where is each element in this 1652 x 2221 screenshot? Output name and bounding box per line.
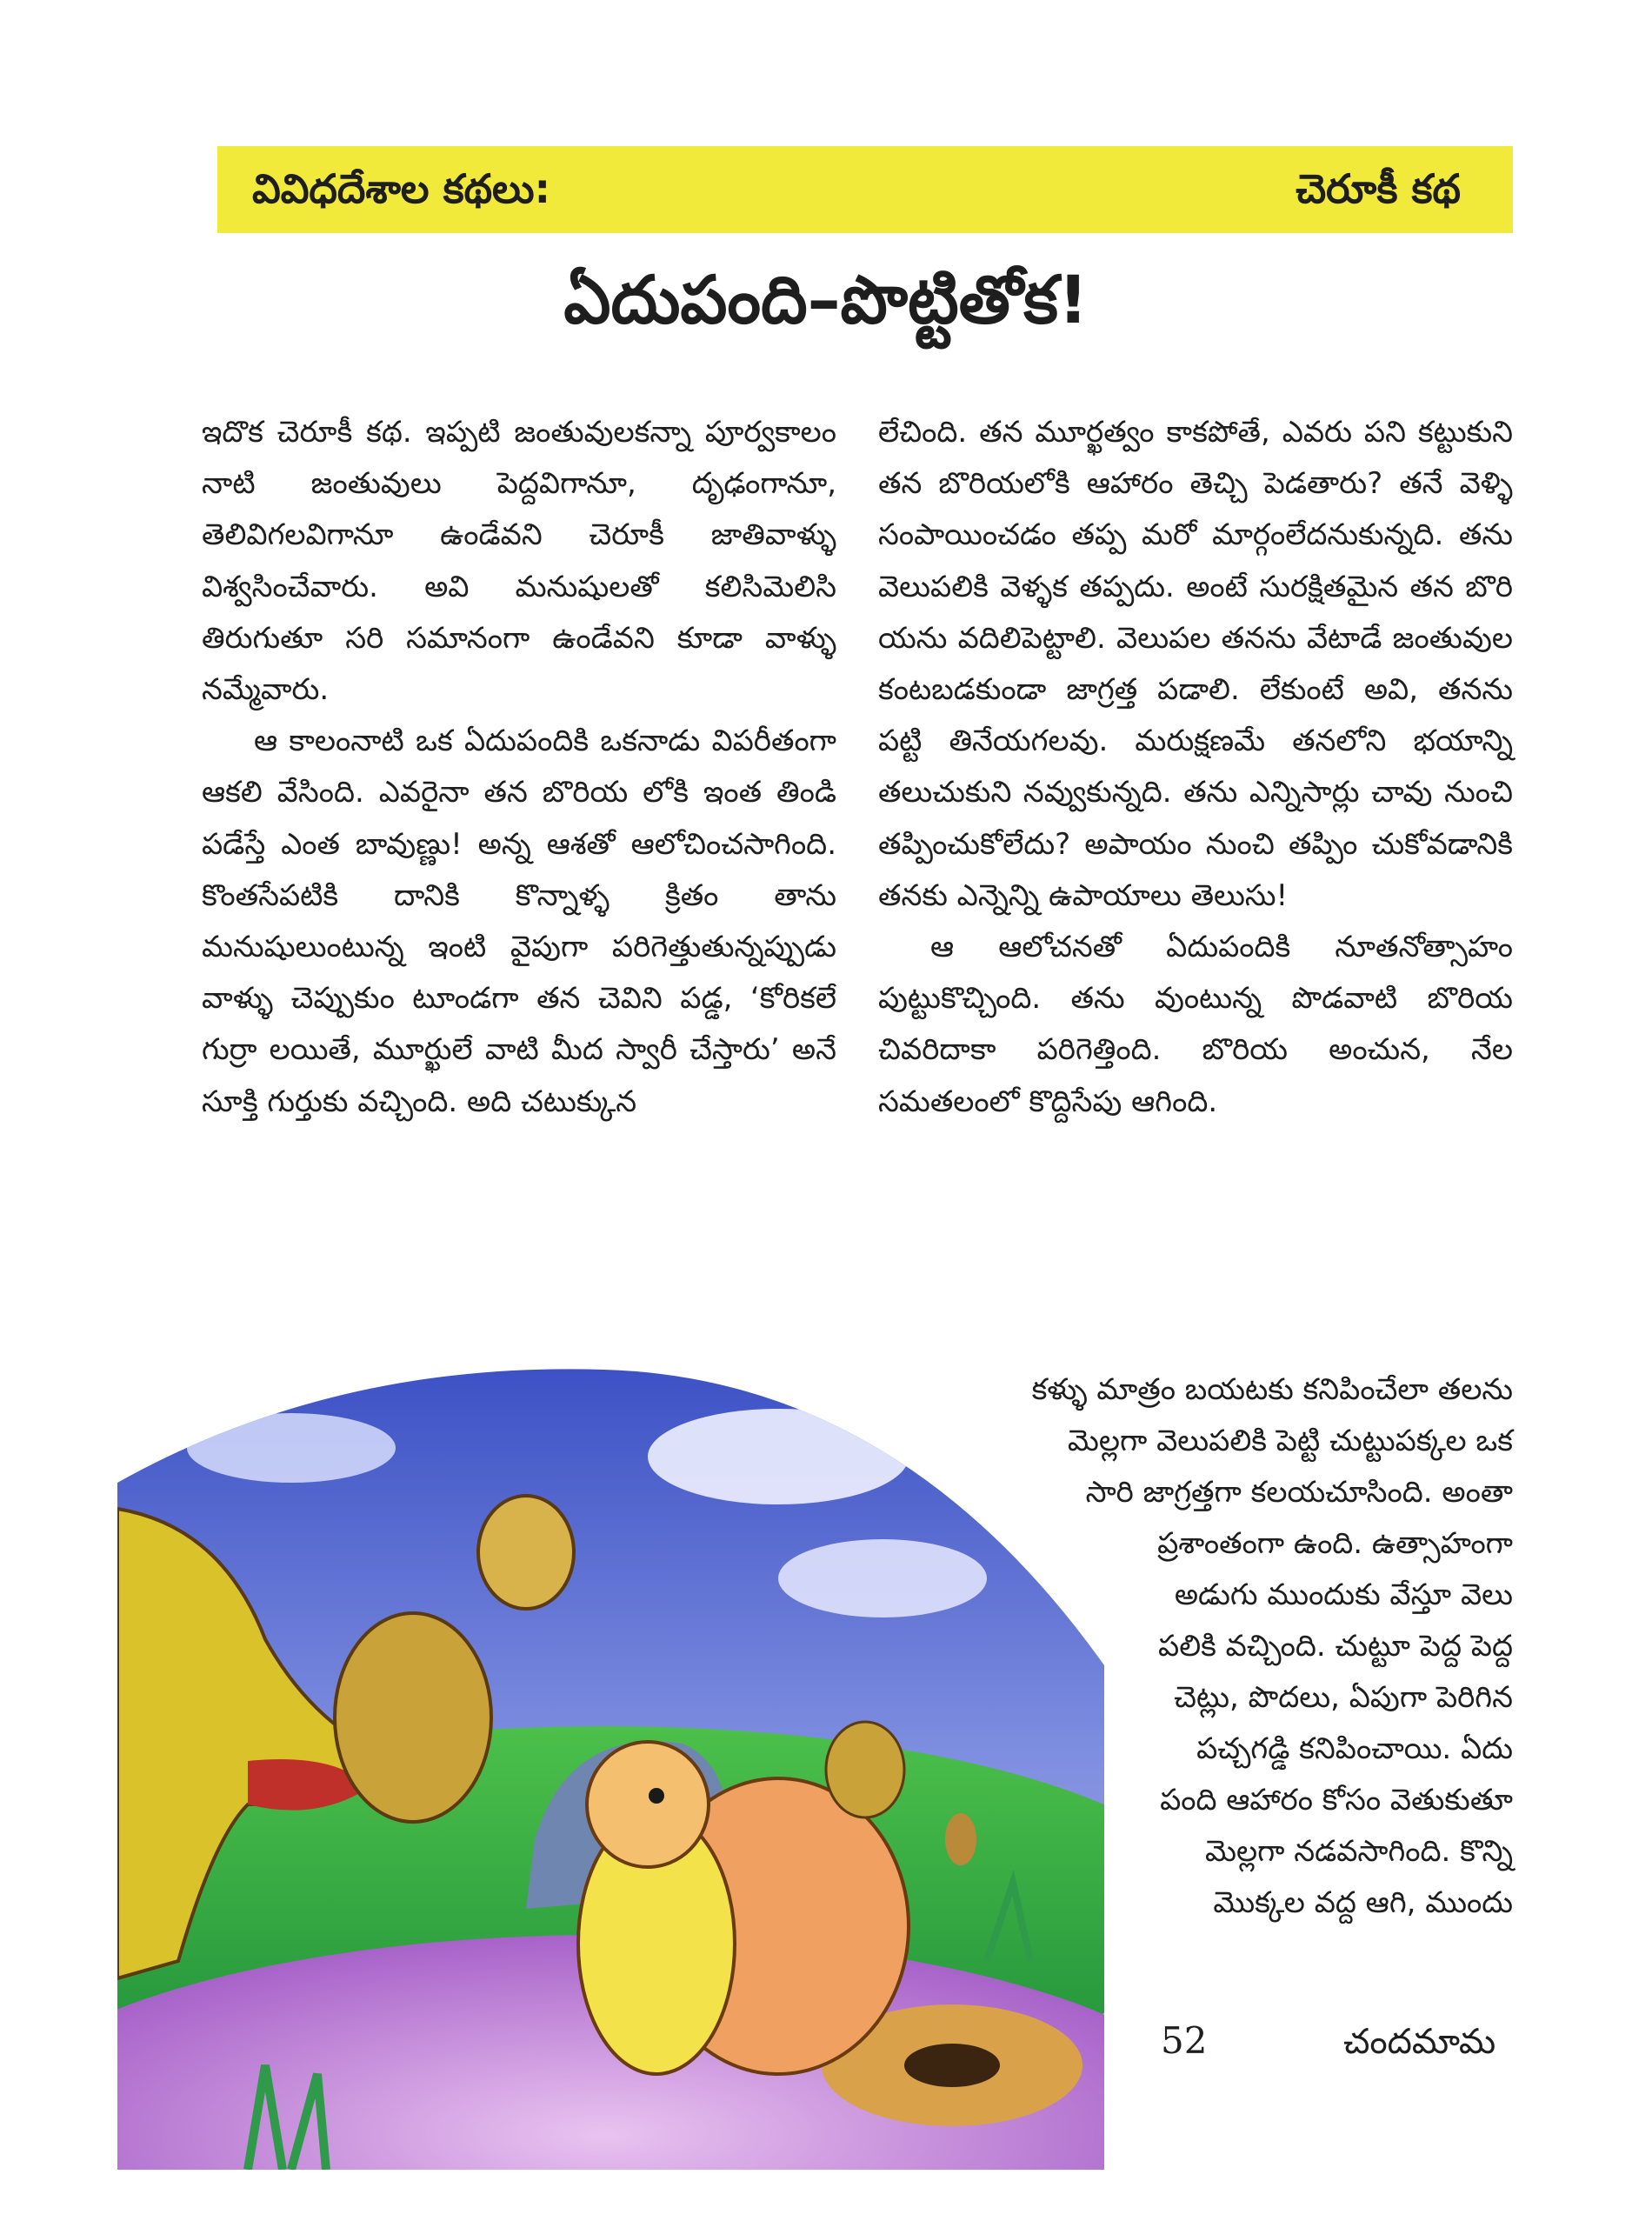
cloud-shape xyxy=(778,1539,987,1617)
story-title: ఏదుపంది–పొట్టితోక! xyxy=(563,261,1089,338)
jumping-animal-head xyxy=(478,1496,574,1609)
wrap-line: ప్రశాంతంగా ఉంది. ఉత్సాహంగా xyxy=(1157,1526,1513,1561)
background-animal xyxy=(826,1722,904,1817)
wrap-line: పంది ఆహారం కోసం వెతుకుతూ xyxy=(1160,1783,1513,1817)
wrap-line: పచ్చగడ్డి కనిపించాయి. ఏదు xyxy=(1196,1731,1513,1766)
porcupine-head xyxy=(587,1742,709,1867)
left-paragraph-2: ఆ కాలంనాటి ఒక ఏదుపందికి ఒకనాడు విపరీతంగా ఆకలి వేసింది. ఎవరైనా తన బొరియ లోకి ఇంత తిండి పడేస్తే ఎంత బావుణ్ణు! అన్న ఆశతో ఆలోచించసాగింది. కొంతసేపటికి దానికి కొన్నాళ్ళ క్రితం తాను మనుషులుంటున్న ఇంటి వైపుగా పరిగెత్తుతున్నప్పుడు వాళ్ళు చెప్పుకుం టూండగా తన చెవిని పడ్డ, ‘కోరికలే గుర్రా లయితే, మూర్ఖులే వాటి మీద స్వారీ చేస్తారు’ అనే సూక్తి గుర్తుకు వచ్చింది. అది చటుక్కున xyxy=(202,724,836,1119)
background-animal xyxy=(945,1813,976,1865)
story-illustration xyxy=(117,1352,1104,2170)
wrap-line: మొక్కల వద్ద ఆగి, ముందు xyxy=(1213,1885,1513,1920)
magazine-name: చందమామ xyxy=(1343,2022,1496,2062)
right-paragraph-2: ఆ ఆలోచనతో ఏదుపందికి నూతనోత్సాహం పుట్టుకొచ్చింది. తను వుంటున్న పొడవాటి బొరియ చివరిదాకా పరిగెత్తింది. బొరియ అంచున, నేల సమతలంలో కొద్దిసేపు ఆగింది. xyxy=(878,930,1513,1119)
right-paragraph-1: లేచింది. తన మూర్ఖత్వం కాకపోతే, ఎవరు పని కట్టుకుని తన బొరియలోకి ఆహారం తెచ్చి పెడతారు? తనే వెళ్ళి సంపాయించడం తప్ప మరో మార్గంలేదనుకున్నది. తను వెలుపలికి వెళ్ళక తప్పదు. అంటే సురక్షితమైన తన బొరి యను వదిలిపెట్టాలి. వెలుపల తనను వేటాడే జంతువుల కంటబడకుండా జాగ్రత్త పడాలి. లేకుంటే అవి, తనను పట్టి తినేయగలవు. మరుక్షణమే తనలోని భయాన్ని తలుచుకుని నవ్వుకున్నది. తను ఎన్నిసార్లు చావు నుంచి తప్పించుకోలేదు? అపాయం నుంచి తప్పిం చుకోవడానికి తనకు ఎన్నెన్ని ఉపాయాలు తెలుసు! xyxy=(878,415,1513,913)
porcupine-eye xyxy=(649,1788,664,1804)
section-banner xyxy=(217,146,1513,233)
wrap-line: మెల్లగా నడవసాగింది. కొన్ని xyxy=(1205,1834,1513,1869)
left-column xyxy=(202,407,836,1128)
wrap-line: కళ్ళు మాత్రం బయటకు కనిపించేలా తలను xyxy=(1031,1372,1513,1407)
story-type-label: చెరూకీ కథ xyxy=(1296,165,1461,212)
left-paragraph-1: ఇదొక చెరూకీ కథ. ఇప్పటి జంతువులకన్నా పూర్వకాలం నాటి జంతువులు పెద్దవిగానూ, దృఢంగానూ, తెలివిగలవిగానూ ఉండేవని చెరూకీ జాతివాళ్ళు విశ్వసించేవారు. అవి మనుషులతో కలిసిమెలిసి తిరుగుతూ సరి సమానంగా ఉండేవని కూడా వాళ్ళు నమ్మేవారు. xyxy=(202,415,836,708)
jumping-animal xyxy=(335,1613,491,1822)
cloud-shape xyxy=(648,1409,909,1504)
right-column xyxy=(878,407,1513,1128)
wrap-line: మెల్లగా వెలుపలికి పెట్టి చుట్టుపక్కల ఒక xyxy=(1067,1424,1513,1458)
page-number: 52 xyxy=(1161,2019,1208,2062)
burrow-hole xyxy=(904,2044,1000,2087)
wrap-line: పలికి వచ్చింది. చుట్టూ పెద్ద పెద్ద xyxy=(1158,1629,1513,1664)
wrap-line: అడుగు ముందుకు వేస్తూ వెలు xyxy=(1174,1577,1513,1612)
wrap-line: చెట్లు, పొదలు, ఏపుగా పెరిగిన xyxy=(1174,1680,1513,1715)
series-label: వివిధదేశాల కథలు: xyxy=(252,165,550,212)
wrap-line: సారి జాగ్రత్తగా కలయచూసింది. అంతా xyxy=(1085,1475,1513,1510)
cloud-shape xyxy=(187,1413,396,1483)
